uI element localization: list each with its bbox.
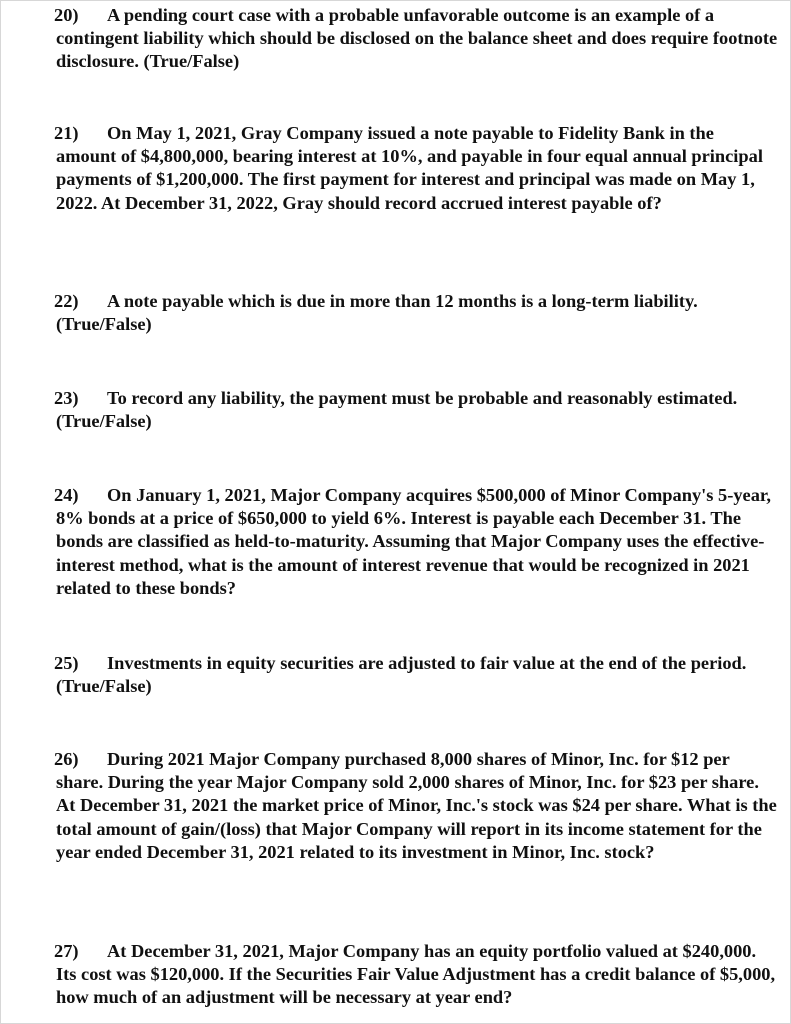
question-number: 26) [54, 749, 79, 769]
question-text: Investments in equity securities are adjusted to fair value at the end of the period. (True/False) [56, 653, 747, 697]
question-text: To record any liability, the payment must be probable and reasonably estimated. (True/False) [56, 388, 738, 432]
question-text: At December 31, 2021, Major Company has an equity portfolio valued at $240,000. Its cost was $120,000. If the Securities Fair Value Adjustment has a credit balance of $5,000, how much of an adjustment will be necessary at year end? [56, 941, 776, 1008]
question-text: A pending court case with a probable unfavorable outcome is an example of a contingent liability which should be disclosed on the balance sheet and does require footnote disclosure. (True/False) [56, 5, 778, 72]
question-20 [56, 4, 778, 74]
question-number: 21) [54, 123, 79, 143]
question-number: 27) [54, 941, 79, 961]
question-text: During 2021 Major Company purchased 8,000 shares of Minor, Inc. for $12 per share. During the year Major Company sold 2,000 shares of Minor, Inc. for $23 per share. At December 31, 2021 the market price of Minor, Inc.'s stock was $24 per share. What is the total amount of gain/(loss) that Major Company will report in its income statement for the year ended December 31, 2021 related to its investment in Minor, Inc. stock? [56, 749, 777, 862]
question-number: 23) [54, 388, 79, 408]
question-number: 24) [54, 485, 79, 505]
question-number: 22) [54, 291, 79, 311]
question-25 [56, 652, 778, 698]
question-text: A note payable which is due in more than 12 months is a long-term liability. (True/False) [56, 291, 698, 335]
question-21 [56, 122, 778, 215]
question-number: 20) [54, 5, 79, 25]
question-number: 25) [54, 653, 79, 673]
question-text: On January 1, 2021, Major Company acquires $500,000 of Minor Company's 5-year, 8% bonds at a price of $650,000 to yield 6%. Interest is payable each December 31. The bonds are classified as held-to-maturity. Assuming that Major Company uses the effective-interest method, what is the amount of interest revenue that would be recognized in 2021 related to these bonds? [56, 485, 771, 598]
question-23 [56, 387, 778, 433]
question-text: On May 1, 2021, Gray Company issued a note payable to Fidelity Bank in the amount of $4,800,000, bearing interest at 10%, and payable in four equal annual principal payments of $1,200,000. The first payment for interest and principal was made on May 1, 2022. At December 31, 2022, Gray should record accrued interest payable of? [56, 123, 763, 213]
question-26 [56, 748, 778, 864]
question-22 [56, 290, 778, 336]
question-27 [56, 940, 778, 1010]
question-24 [56, 484, 778, 600]
